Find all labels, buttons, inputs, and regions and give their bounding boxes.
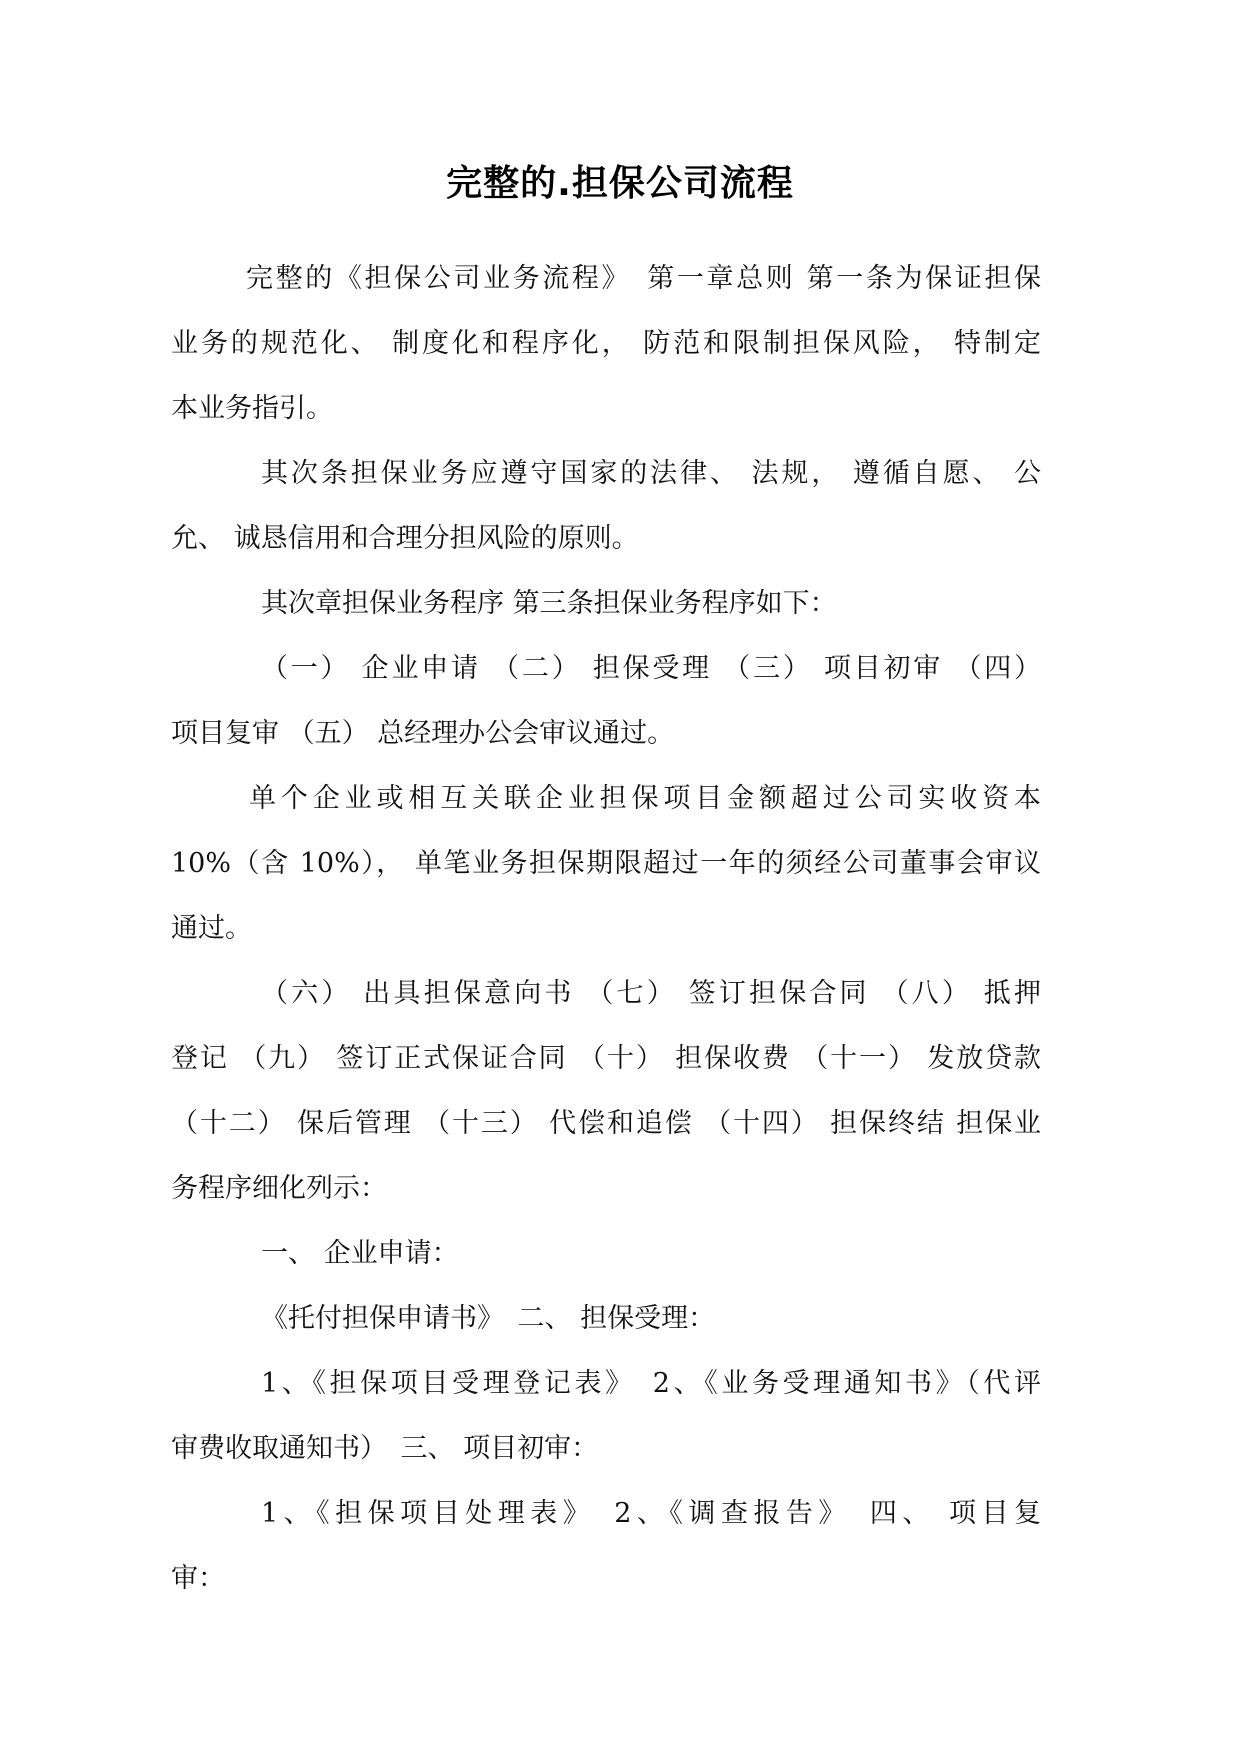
paragraph-line: 本业务指引。 [171, 393, 333, 424]
paragraph-line: 审费收取通知书） 三、 项目初审： [171, 1433, 599, 1464]
paragraph-line: 审： [171, 1563, 225, 1594]
paragraph-line: 通过。 [171, 913, 252, 944]
paragraph-line: （六） 出具担保意向书 （七） 签订担保合同 （八） 抵押 [261, 978, 1041, 1009]
paragraph-line: 其次章担保业务程序 第三条担保业务程序如下： [261, 588, 837, 619]
paragraph-line: 单个企业或相互关联企业担保项目金额超过公司实收资本 [249, 783, 1041, 814]
paragraph-line: 登记 （九） 签订正式保证合同 （十） 担保收费 （十一） 发放贷款 [171, 1043, 1041, 1074]
paragraph-line: 1、《担保项目受理登记表》 2、《业务受理通知书》（代评 [261, 1368, 1041, 1399]
paragraph-line: 其次条担保业务应遵守国家的法律、 法规， 遵循自愿、 公 [261, 458, 1041, 489]
paragraph-line: 项目复审 （五） 总经理办公会审议通过。 [171, 718, 675, 749]
paragraph-line: 完整的《担保公司业务流程》 第一章总则 第一条为保证担保 [246, 263, 1041, 294]
paragraph-line: 允、 诚恳信用和合理分担风险的原则。 [171, 523, 639, 554]
paragraph-line: 务程序细化列示： [171, 1173, 387, 1204]
paragraph-line: （十二） 保后管理 （十三） 代偿和追偿 （十四） 担保终结 担保业 [171, 1108, 1041, 1139]
paragraph-line: 业务的规范化、 制度化和程序化， 防范和限制担保风险， 特制定 [171, 328, 1041, 359]
paragraph-line: 《托付担保申请书》 二、 担保受理： [261, 1303, 716, 1334]
paragraph-line: （一） 企业申请 （二） 担保受理 （三） 项目初审 （四） [261, 653, 1041, 684]
paragraph-line: 10%（含 10%）， 单笔业务担保期限超过一年的须经公司董事会审议 [171, 848, 1041, 879]
document-title: 完整的.担保公司流程 [446, 163, 794, 204]
paragraph-line: 1、《担保项目处理表》 2、《调查报告》 四、 项目复 [261, 1498, 1041, 1529]
paragraph-line: 一、 企业申请： [261, 1238, 459, 1269]
